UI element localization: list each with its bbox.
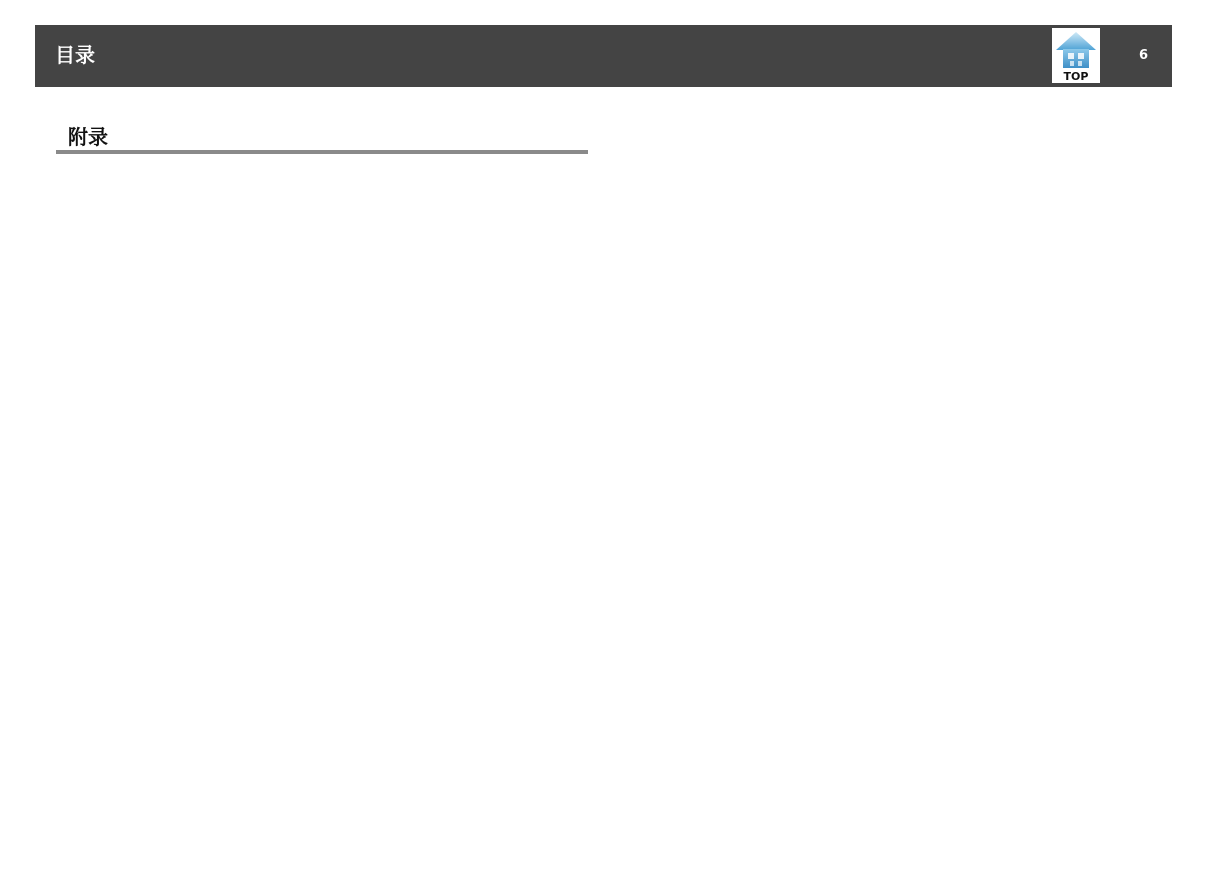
top-button[interactable]: [1052, 28, 1100, 83]
page-number: 6: [1139, 48, 1149, 63]
house-icon: [1052, 28, 1100, 72]
header-title: 目录: [55, 43, 95, 67]
section-title: 附录: [68, 125, 108, 149]
top-button-label: TOP: [1063, 70, 1089, 83]
page-header: [35, 25, 1172, 87]
section-divider: [56, 150, 588, 154]
